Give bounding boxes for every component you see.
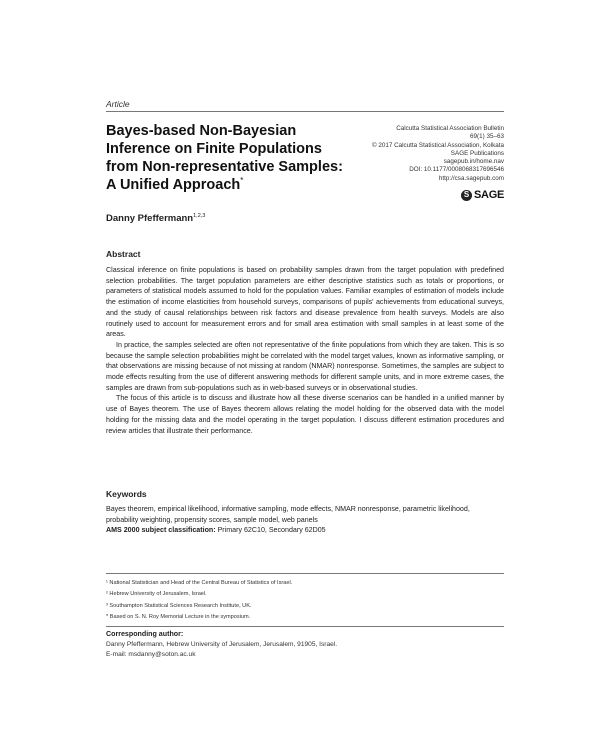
journal-url: http://csa.sagepub.com: [438, 174, 504, 182]
correspondence-email[interactable]: E-mail: msdanny@soton.ac.uk: [106, 651, 196, 658]
footnote: ³ Southampton Statistical Sciences Research Institute, UK.: [106, 602, 252, 609]
correspondence-rule: [106, 626, 504, 627]
journal-volume: 69(1) 35–63: [470, 133, 504, 141]
author-name: Danny Pfeffermann: [106, 213, 194, 225]
publisher-name: SAGE Publications: [450, 149, 504, 157]
ams-classification: [106, 526, 326, 534]
journal-meta: [304, 125, 504, 183]
footnote-rule: [106, 573, 504, 574]
title-footnote-marker: *: [240, 176, 244, 186]
publisher-site: sagepub.in/home.nav: [443, 158, 504, 166]
sage-logo: [461, 189, 504, 201]
abstract-heading: Abstract: [106, 249, 141, 259]
abstract-body: [106, 265, 504, 436]
keywords-list: Bayes theorem, empirical likelihood, informative sampling, mode effects, NMAR nonresponse, parametric likelihood, probability weighting, propensity scores, sample model, web panels: [106, 505, 470, 524]
sage-logo-text: SAGE: [474, 189, 504, 201]
footnote: ¹ National Statistician and Head of the Central Bureau of Statistics of Israel.: [106, 580, 293, 586]
article-title-text: Bayes-based Non-Bayesian Inference on Finite Populations from Non-representative Samples: A Unified Approach: [106, 123, 343, 193]
sage-logo-icon: S: [461, 190, 472, 201]
keywords-heading: Keywords: [106, 489, 147, 499]
copyright-line: © 2017 Calcutta Statistical Association, Kolkata: [371, 141, 504, 149]
section-label: Article: [106, 99, 130, 109]
journal-name: Calcutta Statistical Association Bulletin: [396, 125, 504, 132]
correspondence-heading: Corresponding author:: [106, 630, 184, 638]
ams-label: AMS 2000 subject classification:: [106, 526, 216, 534]
author-affiliation-marks: 1,2,3: [193, 213, 206, 219]
ams-value: Primary 62C10, Secondary 62D05: [215, 526, 326, 534]
doi-line: DOI: 10.1177/0008068317696546: [409, 166, 504, 174]
abstract-paragraph: The focus of this article is to discuss and illustrate how all these diverse scenarios can be handled in a unified manner by use of Bayes theorem. The use of Bayes theorem allows relating the model holding for the observed data with the model holding for the missing data and the model operating in the target population. I discuss different estimation procedures and review articles that illustrate their performance.: [106, 394, 504, 435]
abstract-paragraph: Classical inference on finite populations is based on probability samples drawn from the target population with predefined selection probabilities. The target population parameters are either descriptive statistics such as totals or proportions, or parameters of statistical models assumed to hold for the population values. Familiar examples of estimation of models include the estimation of income elasticities from household surveys, comparisons of pupils' achievements from educational surveys, and the study of causal relationships between risk factors and disease prevalence from health surveys. Models are also routinely used to account for measurement errors and for small area estimation with small samples in at least some of the areas.: [106, 266, 504, 339]
footnote: ² Hebrew University of Jerusalem, Israel.: [106, 591, 207, 598]
correspondence-address: Danny Pfeffermann, Hebrew University of Jerusalem, Jerusalem, 91905, Israel.: [106, 641, 338, 648]
footnote: * Based on S. N. Roy Memorial Lecture in the symposium.: [106, 614, 251, 621]
abstract-paragraph: In practice, the samples selected are often not representative of the finite populations from which they are taken. This is so because the sample selection probabilities might be correlated with the model target values, known as informative sampling, or that observations are missing because of not missing at random (NMAR) nonresponse. Sometimes, the samples are subject to mode effects resulting from the use of different answering methods for different sample units, and in more extreme cases, the samples are drawn from sub-populations such as in web-based surveys or in observational studies.: [106, 340, 504, 392]
header-rule: [106, 111, 504, 112]
footnotes: [106, 578, 504, 624]
author-line: [106, 213, 205, 224]
